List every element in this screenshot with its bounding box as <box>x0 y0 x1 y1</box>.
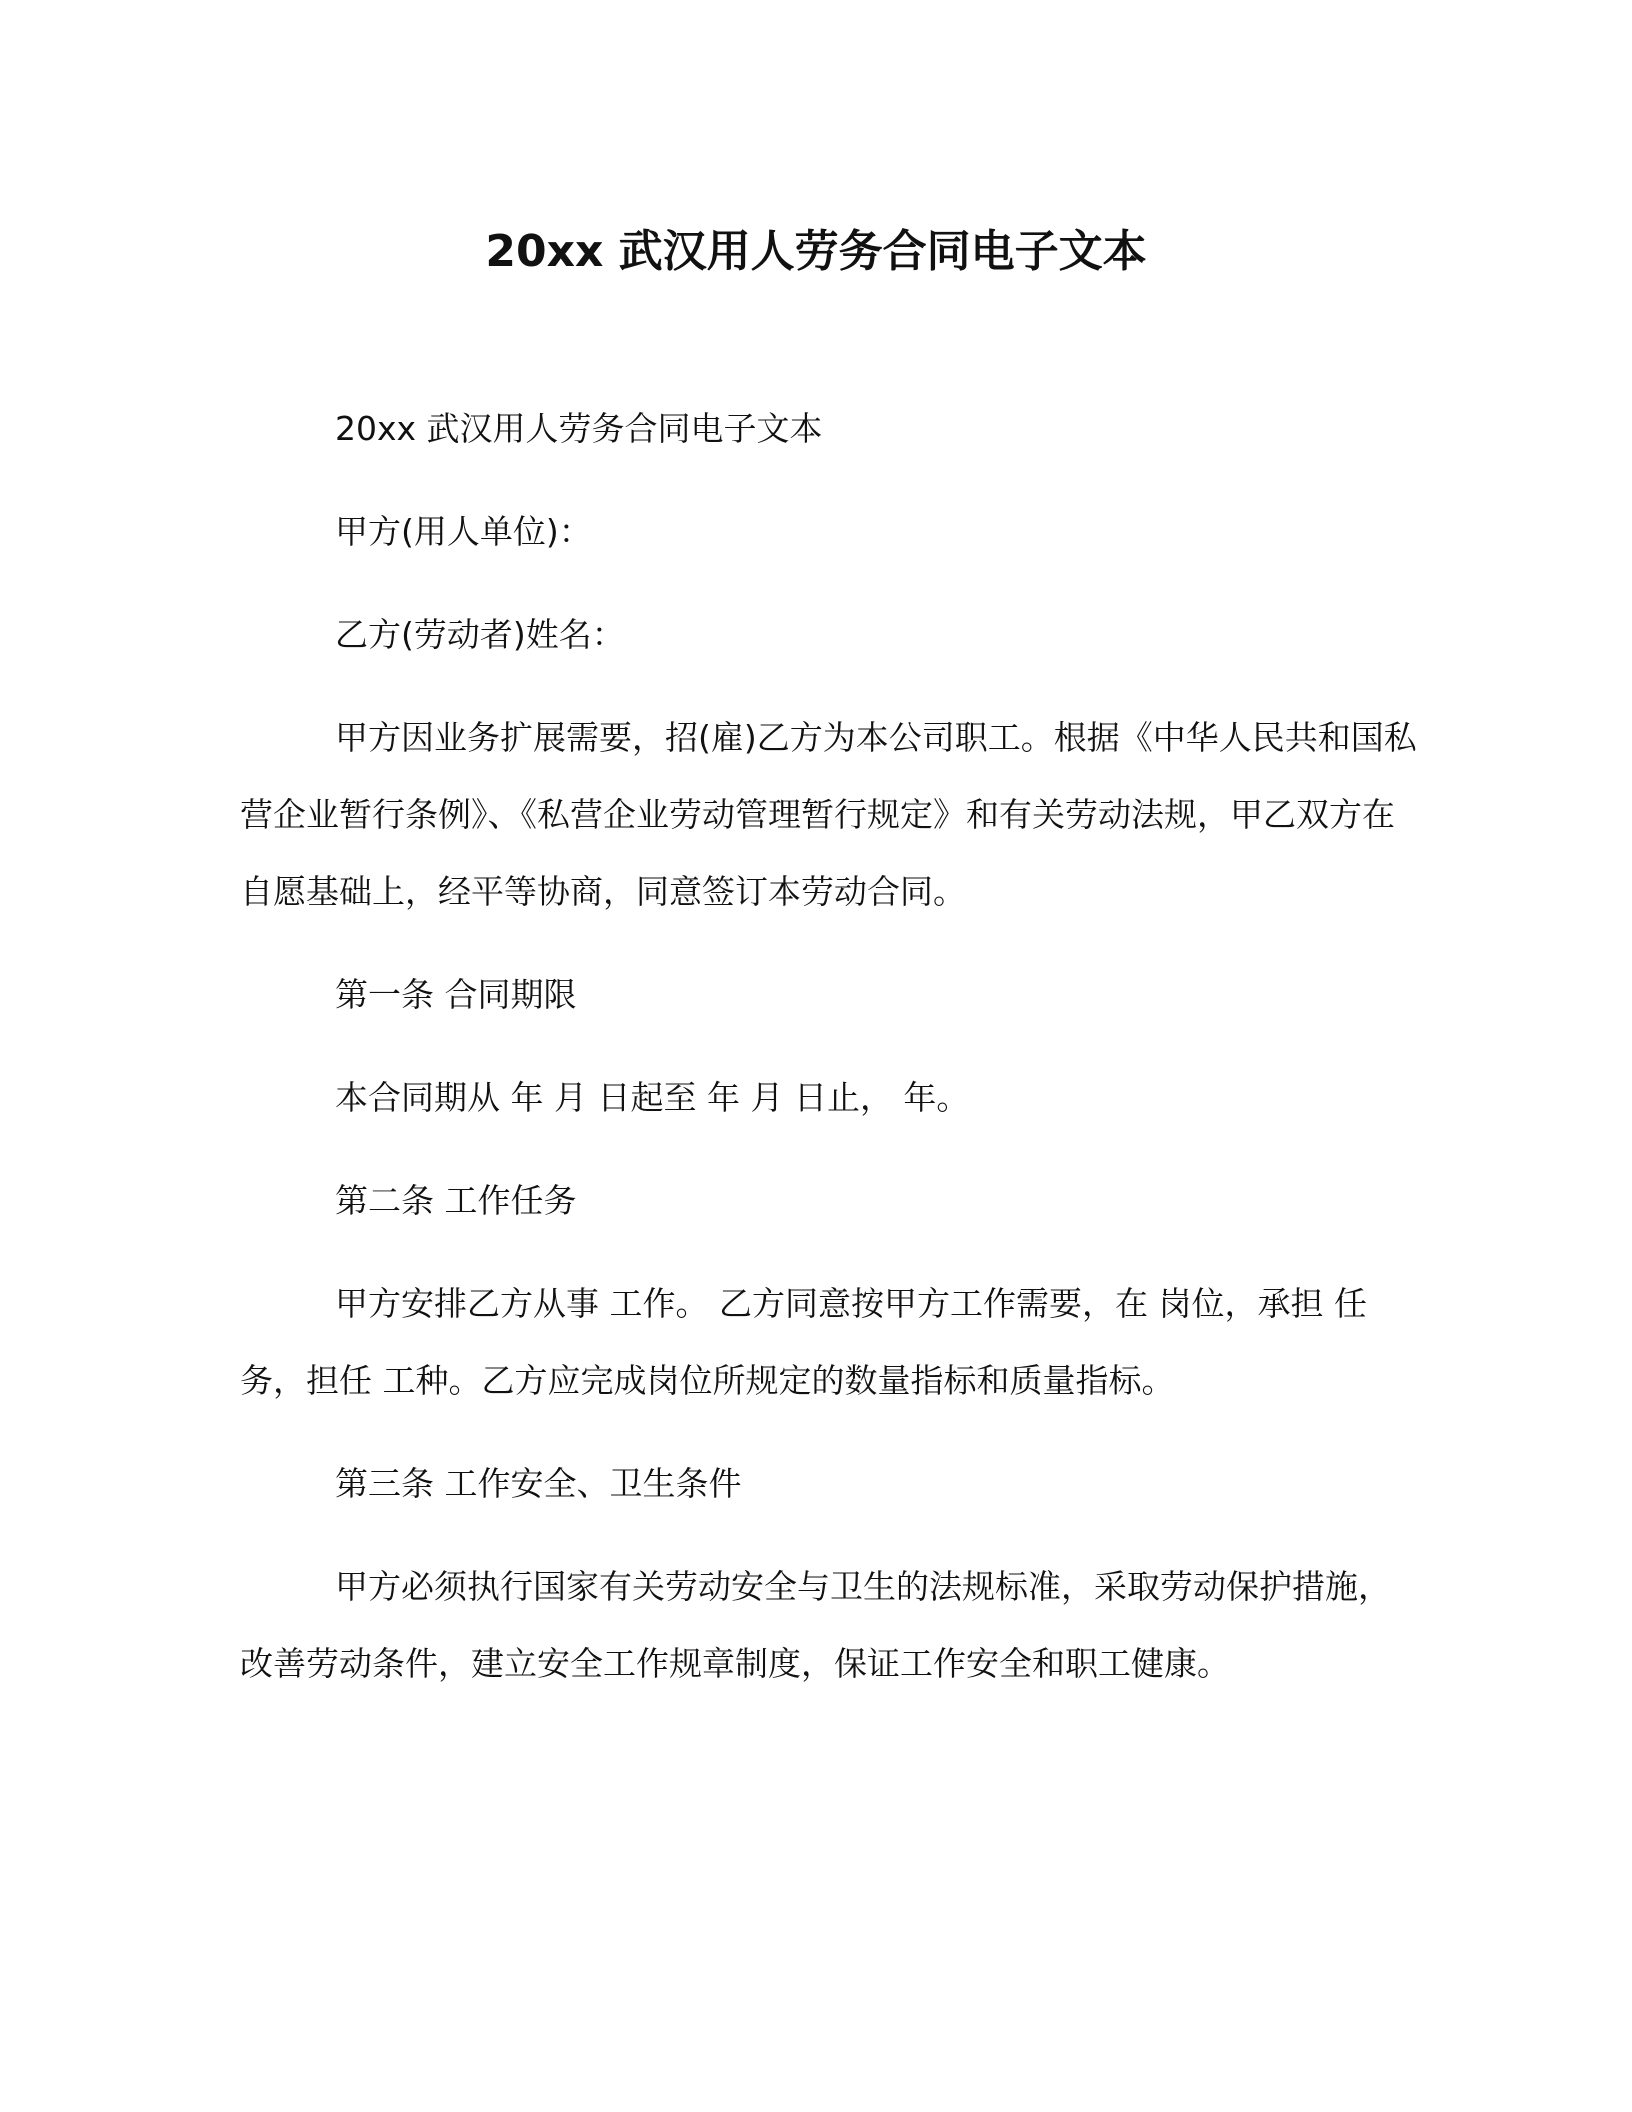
article-2-body: 甲方安排乙方从事 工作。 乙方同意按甲方工作需要，在 岗位，承担 任务，担任 工种。乙方应完成岗位所规定的数量指标和质量指标。 <box>240 1284 1367 1400</box>
paragraph-party-b: 乙方(劳动者)姓名： <box>335 615 625 654</box>
paragraph-subtitle: 20xx 武汉用人劳务合同电子文本 <box>335 409 823 448</box>
document-body <box>240 390 1420 1702</box>
article-3-heading: 第三条 工作安全、卫生条件 <box>335 1464 742 1503</box>
article-2-heading: 第二条 工作任务 <box>335 1181 577 1220</box>
article-1-heading: 第一条 合同期限 <box>335 975 577 1014</box>
document-title: 20xx 武汉用人劳务合同电子文本 <box>485 226 1147 277</box>
article-1-body: 本合同期从 年 月 日起至 年 月 日止， 年。 <box>335 1078 970 1117</box>
article-3-body: 甲方必须执行国家有关劳动安全与卫生的法规标准，采取劳动保护措施，改善劳动条件，建立安全工作规章制度，保证工作安全和职工健康。 <box>240 1567 1391 1683</box>
paragraph-party-a: 甲方(用人单位)： <box>335 512 592 551</box>
paragraph-preamble: 甲方因业务扩展需要，招(雇)乙方为本公司职工。根据《中华人民共和国私营企业暂行条例》、《私营企业劳动管理暂行规定》和有关劳动法规，甲乙双方在自愿基础上，经平等协商，同意签订本劳动合同。 <box>240 718 1417 911</box>
